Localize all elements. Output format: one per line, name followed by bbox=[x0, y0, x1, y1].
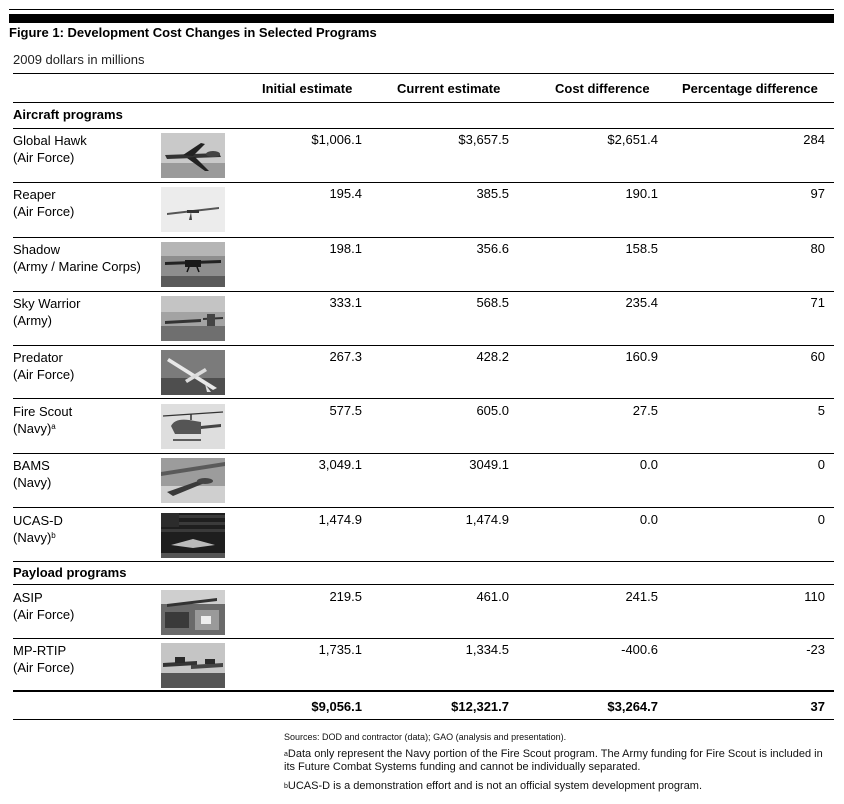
current-estimate: 605.0 bbox=[476, 403, 509, 418]
cost-difference: 0.0 bbox=[639, 457, 658, 472]
current-estimate: 568.5 bbox=[476, 295, 509, 310]
table-row bbox=[0, 454, 844, 508]
cost-difference: 158.5 bbox=[625, 241, 658, 256]
mp-rtip-photo bbox=[161, 643, 225, 688]
top-rule-thin bbox=[9, 9, 834, 10]
initial-estimate: $1,006.1 bbox=[311, 132, 362, 147]
reaper-photo bbox=[161, 187, 225, 232]
program-name: ASIP (Air Force) bbox=[13, 590, 75, 622]
percentage-difference: 97 bbox=[810, 186, 825, 201]
percentage-difference: 110 bbox=[804, 589, 825, 604]
program-name: Sky Warrior (Army) bbox=[13, 296, 81, 328]
shadow-photo bbox=[161, 242, 225, 287]
fire-scout-photo bbox=[161, 404, 225, 449]
current-estimate: 1,334.5 bbox=[465, 642, 509, 657]
percentage-difference: 5 bbox=[817, 403, 825, 418]
col-header-initial: Initial estimate bbox=[262, 81, 353, 96]
cost-difference: 27.5 bbox=[632, 403, 658, 418]
percentage-difference: 284 bbox=[803, 132, 825, 147]
asip-photo bbox=[161, 590, 225, 635]
total-current-estimate: $12,321.7 bbox=[451, 699, 509, 714]
footnote-b: $^b$UCAS-D is a demonstration effort and is not an official system development program. bbox=[284, 780, 703, 792]
program-name: Fire Scout (Navy)$^a$ bbox=[13, 404, 73, 436]
percentage-difference: 80 bbox=[810, 241, 825, 256]
total-cost-difference: $3,264.7 bbox=[607, 699, 658, 714]
units-note: 2009 dollars in millions bbox=[13, 52, 145, 67]
col-header-current: Current estimate bbox=[397, 81, 501, 96]
totals-top-rule bbox=[13, 690, 834, 692]
cost-difference: 241.5 bbox=[625, 589, 658, 604]
table-row bbox=[0, 400, 844, 454]
program-name: Reaper (Air Force) bbox=[13, 187, 75, 219]
initial-estimate: 1,474.9 bbox=[318, 512, 362, 527]
current-estimate: 1,474.9 bbox=[465, 512, 509, 527]
cost-difference: 160.9 bbox=[625, 349, 658, 364]
table-row bbox=[0, 183, 844, 237]
table-row bbox=[0, 586, 844, 640]
program-name: MP-RTIP (Air Force) bbox=[13, 643, 75, 675]
initial-estimate: 219.5 bbox=[329, 589, 362, 604]
program-name: BAMS (Navy) bbox=[13, 458, 52, 490]
table-row bbox=[0, 639, 844, 693]
header-top-rule bbox=[13, 73, 834, 74]
col-header-difference: Cost difference bbox=[555, 81, 650, 96]
table-row bbox=[0, 292, 844, 346]
initial-estimate: 198.1 bbox=[329, 241, 362, 256]
row-rule bbox=[13, 398, 834, 399]
program-name: Global Hawk (Air Force) bbox=[13, 133, 87, 165]
header-bottom-rule bbox=[13, 102, 834, 103]
program-name: Shadow (Army / Marine Corps) bbox=[13, 242, 141, 274]
cost-difference: 190.1 bbox=[625, 186, 658, 201]
program-name: UCAS-D (Navy)$^b$ bbox=[13, 513, 63, 545]
current-estimate: 3049.1 bbox=[469, 457, 509, 472]
row-rule bbox=[13, 561, 834, 562]
ucas-d-photo bbox=[161, 513, 225, 558]
current-estimate: 356.6 bbox=[476, 241, 509, 256]
percentage-difference: 60 bbox=[810, 349, 825, 364]
percentage-difference: 0 bbox=[817, 457, 825, 472]
percentage-difference: 0 bbox=[817, 512, 825, 527]
row-rule bbox=[13, 507, 834, 508]
top-rule-thick bbox=[9, 14, 834, 23]
current-estimate: 461.0 bbox=[476, 589, 509, 604]
table-row bbox=[0, 129, 844, 183]
sky-warrior-photo bbox=[161, 296, 225, 341]
footnote-a: $^a$Data only represent the Navy portion of the Fire Scout program. The Army funding for Fire Scout is included in its Future Combat Systems funding and cannot be individually separated. bbox=[284, 748, 823, 773]
current-estimate: 428.2 bbox=[476, 349, 509, 364]
current-estimate: $3,657.5 bbox=[458, 132, 509, 147]
figure-title: Figure 1: Development Cost Changes in Selected Programs bbox=[9, 25, 377, 40]
cost-difference: $2,651.4 bbox=[607, 132, 658, 147]
initial-estimate: 1,735.1 bbox=[318, 642, 362, 657]
initial-estimate: 577.5 bbox=[329, 403, 362, 418]
section-aircraft: Aircraft programs bbox=[13, 107, 123, 122]
totals-bottom-rule bbox=[13, 719, 834, 720]
total-percentage-difference: 37 bbox=[810, 699, 825, 714]
initial-estimate: 333.1 bbox=[329, 295, 362, 310]
initial-estimate: 3,049.1 bbox=[318, 457, 362, 472]
global-hawk-photo bbox=[161, 133, 225, 178]
table-row bbox=[0, 346, 844, 400]
percentage-difference: -23 bbox=[806, 642, 825, 657]
percentage-difference: 71 bbox=[810, 295, 825, 310]
current-estimate: 385.5 bbox=[476, 186, 509, 201]
initial-estimate: 267.3 bbox=[329, 349, 362, 364]
section-rule bbox=[13, 584, 834, 585]
section-payload: Payload programs bbox=[13, 565, 127, 580]
sources-note: Sources: DOD and contractor (data); GAO (analysis and presentation). bbox=[284, 732, 567, 742]
total-initial-estimate: $9,056.1 bbox=[311, 699, 362, 714]
initial-estimate: 195.4 bbox=[329, 186, 362, 201]
table-row bbox=[0, 509, 844, 563]
predator-photo bbox=[161, 350, 225, 395]
col-header-percent: Percentage difference bbox=[682, 81, 818, 96]
table-row bbox=[0, 238, 844, 292]
program-name: Predator (Air Force) bbox=[13, 350, 75, 382]
bams-photo bbox=[161, 458, 225, 503]
cost-difference: 0.0 bbox=[639, 512, 658, 527]
cost-difference: -400.6 bbox=[621, 642, 658, 657]
cost-difference: 235.4 bbox=[625, 295, 658, 310]
